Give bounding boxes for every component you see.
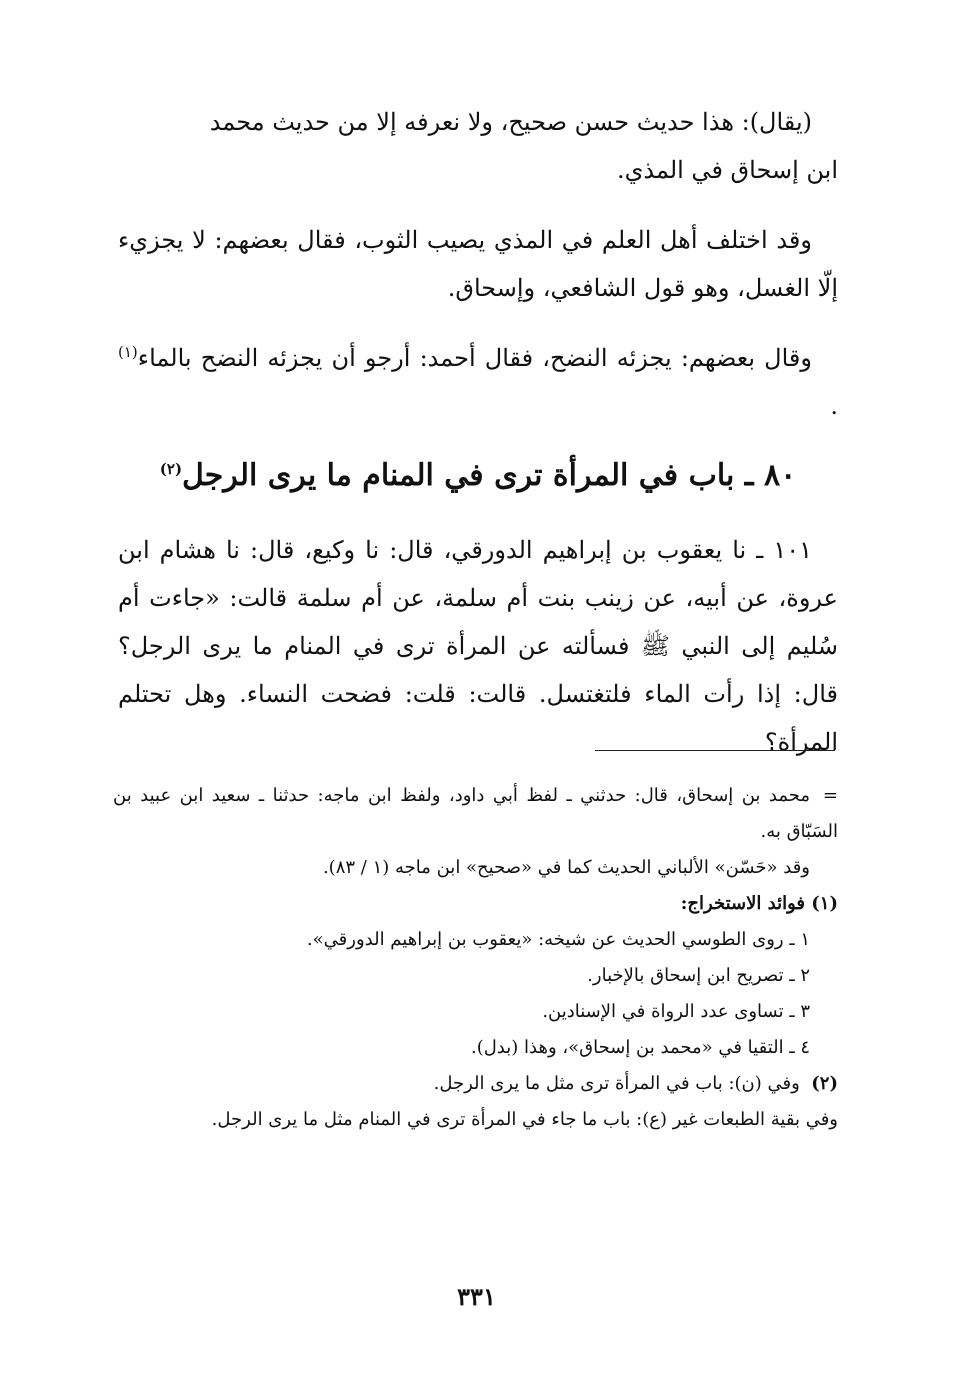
main-text (118, 98, 838, 766)
paragraph-1 (118, 98, 838, 194)
chapter-heading (118, 452, 838, 500)
footnote-1-item-3: ٣ ـ تساوى عدد الرواة في الإسنادين. (542, 1001, 810, 1022)
paragraph-2: وقد اختلف أهل العلم في المذي يصيب الثوب، فقال بعضهم: لا يجزيء إلّا الغسل، وهو قول الشافعي، وإسحاق. (118, 226, 838, 302)
footnote-1-item-4: ٤ ـ التقيا في «محمد بن إسحاق»، وهذا (بدل). (470, 1037, 810, 1058)
continuation-mark: = (822, 785, 838, 806)
footnote-2-label: (٢) (811, 1073, 838, 1094)
paragraph-3-end: . (830, 392, 838, 420)
footnote-albani: وقد «حَسّن» الألباني الحديث كما في «صحيح» ابن ماجه (١ / ٨٣). (322, 857, 810, 878)
continuation-text: محمد بن إسحاق، قال: حدثني ـ لفظ أبي داود، ولفظ ابن ماجه: حدثنا ـ سعيد ابن عبيد بن السَبّاق به. (113, 785, 838, 842)
paragraph-3 (118, 334, 838, 430)
footnote-1-item-2: ٢ ـ تصريح ابن إسحاق بالإخبار. (587, 965, 810, 986)
footnote-separator (595, 750, 835, 751)
footnote-2-rest: وفي بقية الطبعات غير (ع): باب ما جاء في المرأة ترى في المنام مثل ما يرى الرجل. (211, 1109, 838, 1130)
paragraph-1-line-1: (يقال): هذا حديث حسن صحيح، ولا نعرفه إلا من حديث محمد (209, 108, 812, 136)
footnote-1-label: (١) فوائد الاستخراج: (680, 893, 838, 914)
footnote-2-line: وفي (ن): باب في المرأة ترى مثل ما يرى الرجل. (433, 1073, 800, 1094)
footnote-2 (113, 1066, 838, 1102)
footnotes (113, 778, 838, 1138)
footnote-ref-1: (١) (118, 343, 138, 361)
paragraph-3-text: وقال بعضهم: يجزئه النضح، فقال أحمد: أرجو أن يجزئه النضح بالماء (137, 344, 812, 372)
footnote-continuation (113, 778, 838, 850)
footnote-1-item-1: ١ ـ روى الطوسي الحديث عن شيخه: «يعقوب بن إبراهيم الدورقي». (306, 929, 810, 950)
hadith-paragraph: ١٠١ ـ نا يعقوب بن إبراهيم الدورقي، قال: نا وكيع، قال: نا هشام ابن عروة، عن أبيه، عن زينب بنت أم سلمة، عن أم سلمة قالت: «جاءت أم سُليم إلى النبي ﷺ فسألته عن المرأة ترى في المنام ما يرى الرجل؟ قال: إذا رأت الماء فلتغتسل. قالت: قلت: فضحت النساء. وهل تحتلم المرأة؟ (118, 536, 838, 756)
footnote-ref-2: (٢) (159, 460, 183, 478)
paragraph-1-line-2: ابن إسحاق في المذي. (616, 156, 838, 184)
page-number: ٣٣١ (457, 1282, 496, 1311)
chapter-heading-text: ٨٠ ـ باب في المرأة ترى في المنام ما يرى الرجل (182, 458, 797, 493)
